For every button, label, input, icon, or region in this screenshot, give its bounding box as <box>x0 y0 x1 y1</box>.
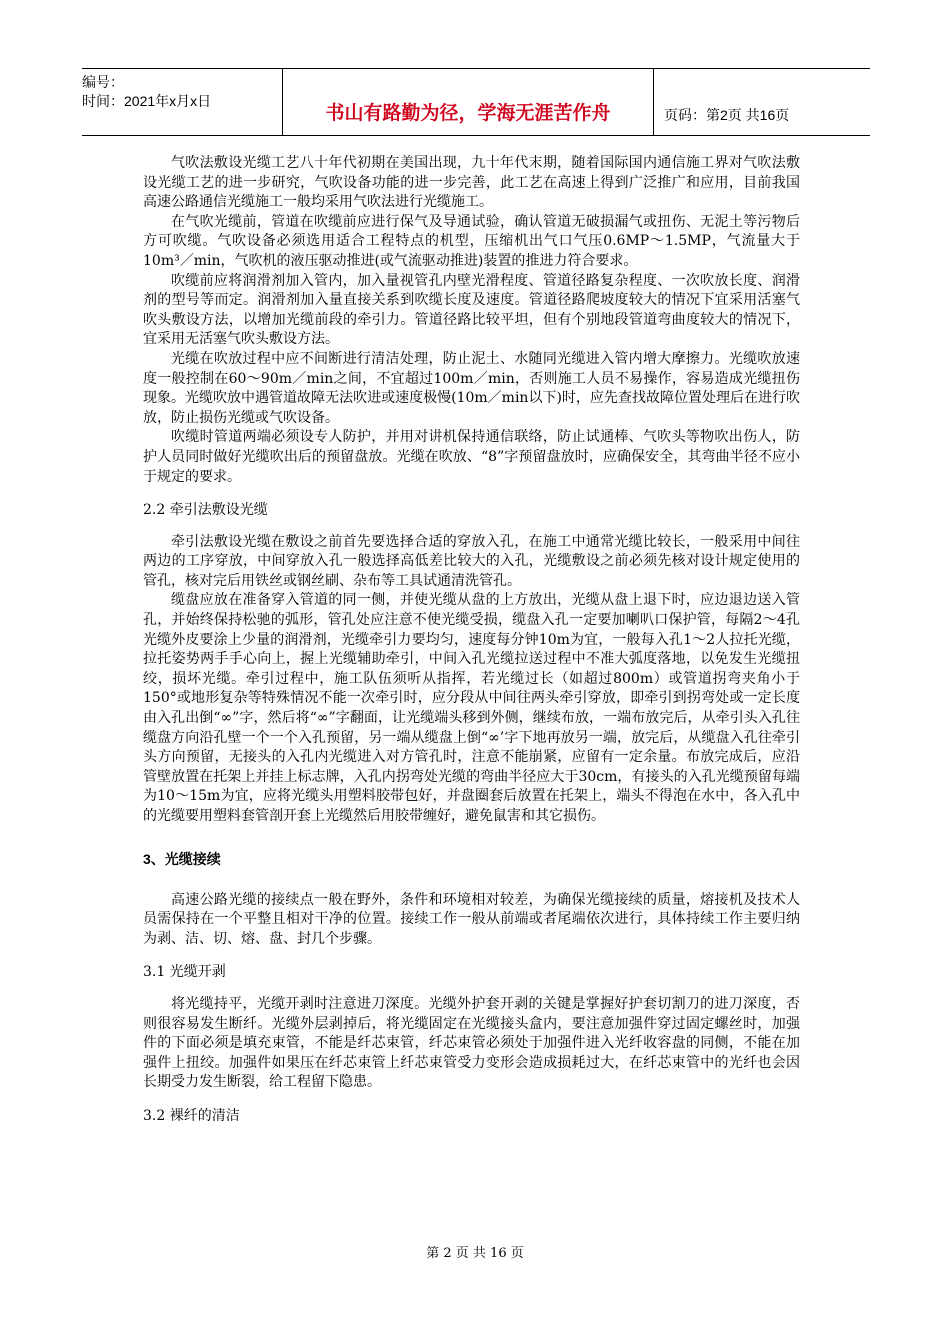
serial-number-label: 编号： <box>82 74 124 90</box>
section-heading-3-1: 3.1 光缆开剥 <box>143 964 226 981</box>
document-body <box>143 154 800 1139</box>
paragraph: 缆盘应放在准备穿入管道的同一侧，并使光缆从盘的上方放出，光缆从盘上退下时，应边退边送入管孔，并始终保持松驰的弧形，管孔处应注意不使光缆受损，缆盘入孔一定要加喇叭口保护管，每隔2～4孔光缆外皮要涂上少量的润滑剂，光缆牵引力要均匀，速度每分钟10m为宜，一般每入孔1～2人拉托光缆，拉托姿势两手手心向上，握上光缆辅助牵引，中间入孔光缆拉送过程中不准大弧度落地，以免发生光缆扭绞，损坏光缆。牵引过程中，施工队伍须听从指挥，若光缆过长（如超过800m）或管道拐弯夹角小于150°或地形复杂等特殊情况不能一次牵引时，应分段从中间往两头牵引穿放，即牵引到拐弯处或一定长度由入孔出倒“∞”字，然后将“∞”字翻面，让光缆端头移到外侧，继续布放，一端布放完后，从牵引头入孔往缆盘方向沿孔壁一个一个入孔预留，另一端从缆盘上倒“∞’字下地再放另一端，放完后，从缆盘入孔往牵引头方向预留，无接头的入孔内光缆进入对方管孔时，注意不能崩紧，应留有一定余量。布放完成后，应沿管壁放置在托架上并挂上标志牌，入孔内拐弯处光缆的弯曲半径应大于30cm，有接头的入孔光缆预留每端为10～15m为宜，应将光缆头用塑料胶带包好，并盘圈套后放置在托架上，端头不得泡在水中，各入孔中的光缆要用塑料套管剖开套上光缆然后用胶带缠好，避免鼠害和其它损伤。 <box>143 592 800 824</box>
paragraph: 气吹法敷设光缆工艺八十年代初期在美国出现，九十年代末期，随着国际国内通信施工界对气吹法敷设光缆工艺的进一步研究，气吹设备功能的进一步完善，此工艺在高速上得到广泛推广和应用，目前我国高速公路通信光缆施工一般均采用气吹法进行光缆施工。 <box>143 155 800 211</box>
paragraph: 牵引法敷设光缆在敷设之前首先要选择合适的穿放入孔，在施工中通常光缆比较长，一般采用中间往两边的工序穿放，中间穿放入孔一般选择高低差比较大的入孔，光缆敷设之前必须先核对设计规定使用的管孔，核对完后用铁丝或钢丝刷、杂布等工具试通清洗管孔。 <box>143 533 800 589</box>
paragraph: 吹缆时管道两端必须设专人防护，并用对讲机保持通信联络，防止试通棒、气吹头等物吹出伤人，防护人员同时做好光缆吹出后的预留盘放。光缆在吹放、“8”字预留盘放时，应确保安全，其弯曲半径不应小于规定的要求。 <box>143 429 800 485</box>
header-left <box>82 69 282 135</box>
paragraph: 吹缆前应将润滑剂加入管内，加入量视管孔内壁光滑程度、管道径路复杂程度、一次吹放长度、润滑剂的型号等而定。润滑剂加入量直接关系到吹缆长度及速度。管道径路爬坡度较大的情况下宜采用活塞气吹头敷设方法，以增加光缆前段的牵引力。管道径路比较平坦，但有个别地段管道弯曲度较大的情况下，宜采用无活塞气吹头敷设方法。 <box>143 272 800 348</box>
paragraph: 在气吹光缆前，管道在吹缆前应进行保气及导通试验，确认管道无破损漏气或扭伤、无泥土等污物后方可吹缆。气吹设备必须选用适合工程特点的机型，压缩机出气口气压0.6MP～1.5MP，气流量大于10m³／min，气吹机的液压驱动推进(或气流驱动推进)装置的推进力符合要求。 <box>143 213 800 269</box>
page-footer: 第 2 页 共 16 页 <box>426 1246 524 1261</box>
section-heading-2-2: 2.2 牵引法敷设光缆 <box>143 502 268 519</box>
header-motto: 书山有路勤为径，学海无涯苦作舟 <box>282 69 654 135</box>
section-heading-3-2: 3.2 裸纤的清洁 <box>143 1107 240 1124</box>
date-label: 时间：2021年x月x日 <box>82 93 212 109</box>
paragraph: 高速公路光缆的接续点一般在野外，条件和环境相对较差，为确保光缆接续的质量，熔接机及技术人员需保持在一个平整且相对干净的位置。接续工作一般从前端或者尾端依次进行，具体持续工作主要归纳为剥、洁、切、熔、盘、封几个步骤。 <box>143 891 800 947</box>
page-header <box>82 68 870 136</box>
section-heading-3: 3、光缆接续 <box>143 850 221 867</box>
header-page-info: 页码：第2页 共16页 <box>664 107 790 123</box>
paragraph: 将光缆持平，光缆开剥时注意进刀深度。光缆外护套开剥的关键是掌握好护套切割刀的进刀深度，否则很容易发生断纤。光缆外层剥掉后，将光缆固定在光缆接头盒内，要注意加强件穿过固定螺丝时，加强件的下面必须是填充束管，不能是纤芯束管，纤芯束管必须处于加强件进入光纤收容盘的同侧，不能在加强件上扭绞。加强件如果压在纤芯束管上纤芯束管受力变形会造成损耗过大，在纤芯束管中的光纤也会因长期受力发生断裂，给工程留下隐患。 <box>143 995 800 1091</box>
paragraph: 光缆在吹放过程中应不间断进行清洁处理，防止泥土、水随同光缆进入管内增大摩擦力。光缆吹放速度一般控制在60～90m／min之间，不宜超过100m／min，否则施工人员不易操作，容易造成光缆扭伤现象。光缆吹放中遇管道故障无法吹进或速度极慢(10m／min以下)时，应先查找故障位置处理后在进行吹放，防止损伤光缆或气吹设备。 <box>143 350 800 426</box>
